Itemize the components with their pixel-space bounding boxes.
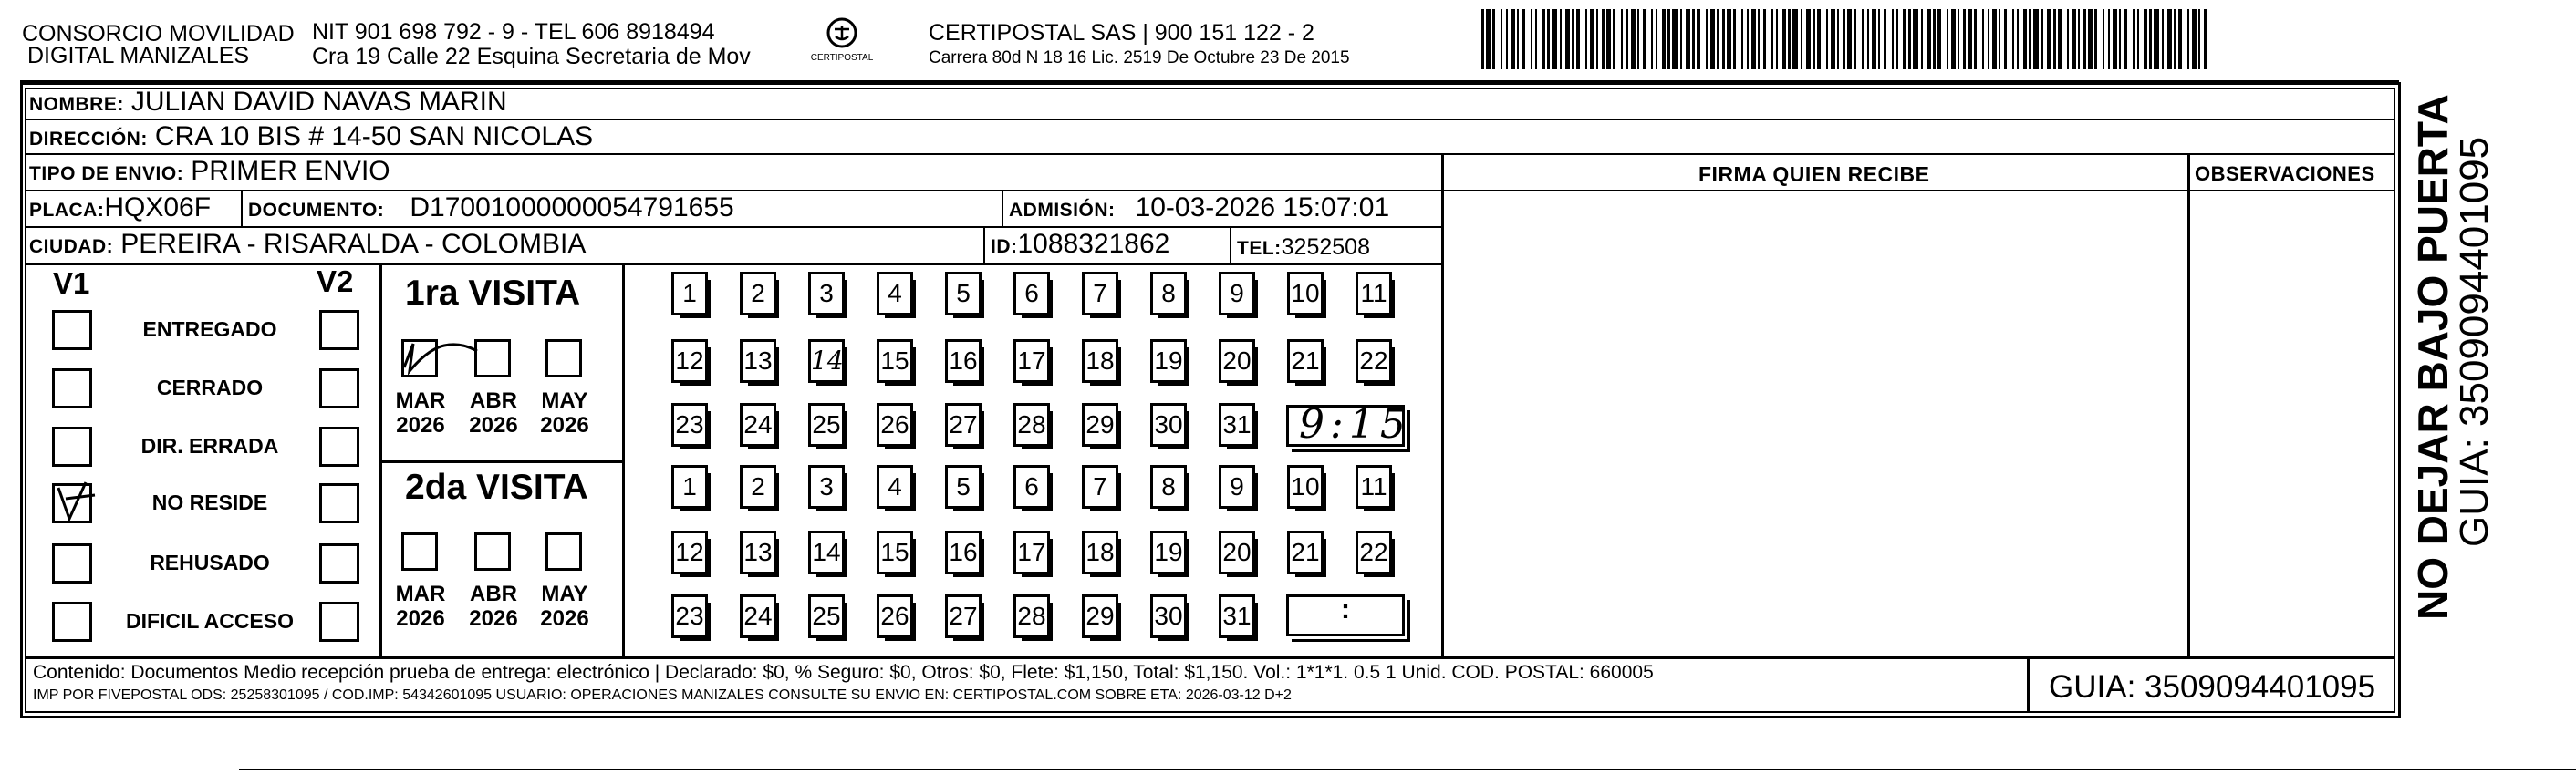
nombre-field	[29, 88, 507, 119]
documento-field	[248, 193, 734, 225]
visit1-day-box[interactable]: 16	[945, 339, 982, 383]
tipo-envio-label: TIPO DE ENVIO:	[29, 163, 184, 184]
v1-label: V1	[53, 266, 90, 300]
visit2-time-shadow	[1292, 600, 1410, 642]
visit1-day-box[interactable]: 10	[1287, 272, 1324, 315]
visit1-day-box[interactable]: 4	[877, 272, 913, 315]
visit2-day-box[interactable]: 21	[1287, 531, 1324, 574]
row-line	[25, 190, 1443, 191]
visit1-day-box[interactable]: 19	[1150, 339, 1187, 383]
admision-field	[1009, 193, 1389, 225]
visit1-month-label	[389, 388, 452, 438]
id-field	[991, 230, 1169, 262]
visit2-day-box[interactable]: 19	[1150, 531, 1187, 574]
status-label: CERRADO	[156, 376, 264, 399]
certipostal-logo-icon	[810, 16, 874, 67]
nombre-value: JULIAN DAVID NAVAS MARIN	[130, 87, 507, 117]
visit1-right-divider	[622, 264, 625, 461]
tel-label: TEL:	[1237, 238, 1282, 259]
visit2-day-box[interactable]: 1	[671, 465, 708, 509]
status-v2-checkbox[interactable]	[319, 602, 359, 642]
direccion-field	[29, 122, 593, 154]
visit2-day-box[interactable]: 23	[671, 594, 708, 638]
visit1-day-box[interactable]: 28	[1013, 403, 1050, 447]
visit2-day-box[interactable]: 10	[1287, 465, 1324, 509]
visit1-day-box[interactable]: 27	[945, 403, 982, 447]
visit2-day-box[interactable]: 9	[1219, 465, 1255, 509]
direccion-label: DIRECCIÓN:	[29, 129, 148, 150]
direccion-value: CRA 10 BIS # 14-50 SAN NICOLAS	[154, 121, 594, 151]
visit2-month-checkbox[interactable]	[401, 532, 438, 571]
placa-field	[29, 193, 211, 225]
no-dejar-bajo-puerta: NO DEJAR BAJO PUERTA	[2409, 94, 2457, 620]
tel-field	[1237, 232, 1370, 264]
ciudad-field	[29, 230, 586, 262]
visit1-day-box[interactable]: 29	[1082, 403, 1118, 447]
visit1-day-box[interactable]: 13	[740, 339, 776, 383]
visit2-day-box[interactable]: 29	[1082, 594, 1118, 638]
month-name: MAR	[395, 388, 446, 413]
bottom-separator	[239, 769, 2576, 770]
status-v2-checkbox[interactable]	[319, 543, 359, 584]
carrier-address: Carrera 80d N 18 16 Lic. 2519 De Octubre 23 De 2015	[929, 48, 1350, 67]
visit1-day-box[interactable]: 30	[1150, 403, 1187, 447]
visit2-day-box[interactable]: 28	[1013, 594, 1050, 638]
visit2-day-box[interactable]: 2	[740, 465, 776, 509]
documento-label: DOCUMENTO:	[248, 200, 385, 221]
firma-label: FIRMA QUIEN RECIBE	[1698, 162, 1930, 186]
visit2-day-box[interactable]: 6	[1013, 465, 1050, 509]
visit1-day-box[interactable]: 22	[1356, 339, 1392, 383]
visit2-day-box[interactable]: 7	[1082, 465, 1118, 509]
ciudad-value: PEREIRA - RISARALDA - COLOMBIA	[120, 229, 587, 259]
carrier-name: CERTIPOSTAL SAS | 900 151 122 - 2	[929, 20, 1314, 46]
status-v1-checkbox[interactable]	[52, 427, 92, 467]
visit1-day-box[interactable]: 6	[1013, 272, 1050, 315]
v2-label: V2	[317, 264, 354, 298]
month-year: 2026	[540, 413, 589, 438]
visit1-day-box[interactable]: 14	[808, 339, 845, 383]
visit2-day-box[interactable]: 13	[740, 531, 776, 574]
handwritten-check-icon	[49, 479, 104, 526]
placa-box	[241, 191, 243, 226]
visit1-day-box[interactable]: 7	[1082, 272, 1118, 315]
company-name-line1: CONSORCIO MOVILIDAD	[22, 21, 295, 46]
visit1-time-handwriting: 9:15	[1299, 401, 1411, 448]
barcode	[1480, 9, 2209, 69]
status-v1-checkbox[interactable]	[52, 310, 92, 350]
visit2-month-label	[533, 582, 597, 631]
tel-divider	[1230, 228, 1231, 263]
visit1-month-checkbox[interactable]	[401, 339, 438, 377]
month-name: MAR	[395, 582, 446, 606]
visit1-day-box[interactable]: 1	[671, 272, 708, 315]
status-v2-checkbox[interactable]	[319, 368, 359, 408]
visit1-month-label	[462, 388, 525, 438]
month-year: 2026	[469, 413, 518, 438]
visit1-day-box[interactable]: 20	[1219, 339, 1255, 383]
documento-value: D17001000000054791655	[410, 192, 734, 222]
visit2-month-checkbox[interactable]	[545, 532, 582, 571]
status-v1-checkbox[interactable]	[52, 602, 92, 642]
visit2-day-box[interactable]: 8	[1150, 465, 1187, 509]
status-label: REHUSADO	[150, 551, 270, 574]
visit1-day-box[interactable]: 25	[808, 403, 845, 447]
status-label: ENTREGADO	[142, 317, 277, 341]
tel-value: 3252508	[1281, 234, 1370, 260]
visit2-title: 2da VISITA	[405, 468, 588, 507]
visit1-day-box[interactable]: 31	[1219, 403, 1255, 447]
admision-value: 10-03-2026 15:07:01	[1135, 192, 1390, 222]
svg-text:CERTIPOSTAL: CERTIPOSTAL	[810, 53, 874, 63]
visit2-day-box[interactable]: 16	[945, 531, 982, 574]
visit1-left-divider	[379, 264, 382, 465]
visit1-day-box[interactable]: 23	[671, 403, 708, 447]
visit2-day-box[interactable]: 27	[945, 594, 982, 638]
visit2-day-box[interactable]: 25	[808, 594, 845, 638]
nombre-label: NOMBRE:	[29, 94, 124, 115]
visit1-day-box[interactable]: 8	[1150, 272, 1187, 315]
visit2-day-box[interactable]: 30	[1150, 594, 1187, 638]
admision-divider	[1002, 191, 1003, 226]
visit1-day-box[interactable]: 3	[808, 272, 845, 315]
side-guia-number: GUIA: 3509094401095	[2452, 136, 2497, 547]
visit1-day-box[interactable]: 12	[671, 339, 708, 383]
guia-box-text: GUIA: 3509094401095	[2049, 669, 2376, 705]
visit2-time-placeholder: :	[1341, 594, 1350, 625]
visit2-day-box[interactable]: 12	[671, 531, 708, 574]
visit1-month-label	[533, 388, 597, 438]
visit2-day-box[interactable]: 3	[808, 465, 845, 509]
company-name-line2: DIGITAL MANIZALES	[27, 43, 250, 68]
visit2-month-checkbox[interactable]	[474, 532, 511, 571]
status-v1-checkbox[interactable]	[52, 368, 92, 408]
placa-value: HQX06F	[104, 192, 212, 222]
row-line	[1443, 190, 2395, 191]
visit1-day-box[interactable]: 9	[1219, 272, 1255, 315]
status-v2-checkbox[interactable]	[319, 310, 359, 350]
month-name: MAY	[541, 582, 588, 606]
status-label: NO RESIDE	[151, 491, 268, 514]
visit1-title: 1ra VISITA	[405, 274, 581, 313]
month-name: ABR	[470, 388, 517, 413]
admision-label: ADMISIÓN:	[1009, 200, 1116, 221]
contenido-line: Contenido: Documentos Medio recepción prueba de entrega: electrónico | Declarado: $0, % Seguro: $0, Otros: $0, Flete: $1,150, Total: $1,150. Vol.: 1*1*1. 0.5 1 Unid. COD. POSTAL: 660005	[33, 662, 1654, 683]
imp-line: IMP POR FIVEPOSTAL ODS: 25258301095 / COD.IMP: 54342601095 USUARIO: OPERACIONES MANIZALES CONSULTE SU ENVIO EN: CERTIPOSTAL.COM SOBRE ETA: 2026-03-12 D+2	[33, 687, 1292, 703]
visit2-day-box[interactable]: 4	[877, 465, 913, 509]
visit2-day-box[interactable]: 31	[1219, 594, 1255, 638]
id-value: 1088321862	[1017, 229, 1170, 259]
visit1-day-box[interactable]: 11	[1356, 272, 1392, 315]
status-label: DIR. ERRADA	[140, 434, 279, 458]
visit2-month-label	[389, 582, 452, 631]
month-year: 2026	[396, 606, 445, 631]
visit1-day-box[interactable]: 17	[1013, 339, 1050, 383]
id-divider	[983, 228, 985, 263]
visit2-right-divider	[622, 460, 625, 658]
visit1-day-box[interactable]: 21	[1287, 339, 1324, 383]
visit2-day-box[interactable]: 11	[1356, 465, 1392, 509]
visit1-day-box[interactable]: 26	[877, 403, 913, 447]
status-v1-checkbox[interactable]	[52, 543, 92, 584]
visit2-day-box[interactable]: 14	[808, 531, 845, 574]
observaciones-divider	[2187, 153, 2190, 658]
ciudad-label: CIUDAD:	[29, 236, 114, 257]
visit1-day-box[interactable]: 24	[740, 403, 776, 447]
visit1-month-checkbox[interactable]	[474, 339, 511, 377]
visit1-day-box[interactable]: 2	[740, 272, 776, 315]
tipo-envio-value: PRIMER ENVIO	[191, 156, 390, 186]
visit1-month-checkbox[interactable]	[545, 339, 582, 377]
placa-label: PLACA:	[29, 200, 105, 221]
observaciones-label: OBSERVACIONES	[2195, 162, 2375, 185]
month-name: ABR	[470, 582, 517, 606]
month-year: 2026	[396, 413, 445, 438]
guia-box-divider	[2027, 658, 2030, 713]
visit1-day-box[interactable]: 15	[877, 339, 913, 383]
row-line	[25, 263, 1443, 265]
visit2-day-box[interactable]: 5	[945, 465, 982, 509]
status-label: DIFICIL ACCESO	[125, 609, 294, 633]
tipo-envio-field	[29, 157, 390, 189]
visit2-day-box[interactable]: 24	[740, 594, 776, 638]
visit2-day-box[interactable]: 18	[1082, 531, 1118, 574]
visit1-day-box[interactable]: 5	[945, 272, 982, 315]
visit-separator	[379, 460, 624, 463]
company-address: Cra 19 Calle 22 Esquina Secretaria de Mov	[312, 44, 751, 69]
visit2-day-box[interactable]: 22	[1356, 531, 1392, 574]
month-year: 2026	[469, 606, 518, 631]
status-v1-checkbox[interactable]	[52, 483, 92, 523]
visit2-day-box[interactable]: 15	[877, 531, 913, 574]
signature-divider	[1441, 153, 1444, 658]
visit1-day-box[interactable]: 18	[1082, 339, 1118, 383]
visit2-day-box[interactable]: 26	[877, 594, 913, 638]
status-v2-checkbox[interactable]	[319, 427, 359, 467]
id-label: ID:	[991, 236, 1018, 257]
visit2-month-label	[462, 582, 525, 631]
status-v2-checkbox[interactable]	[319, 483, 359, 523]
month-name: MAY	[541, 388, 588, 413]
month-year: 2026	[540, 606, 589, 631]
visit2-day-box[interactable]: 17	[1013, 531, 1050, 574]
visit2-day-box[interactable]: 20	[1219, 531, 1255, 574]
nit-line: NIT 901 698 792 - 9 - TEL 606 8918494	[312, 19, 715, 45]
